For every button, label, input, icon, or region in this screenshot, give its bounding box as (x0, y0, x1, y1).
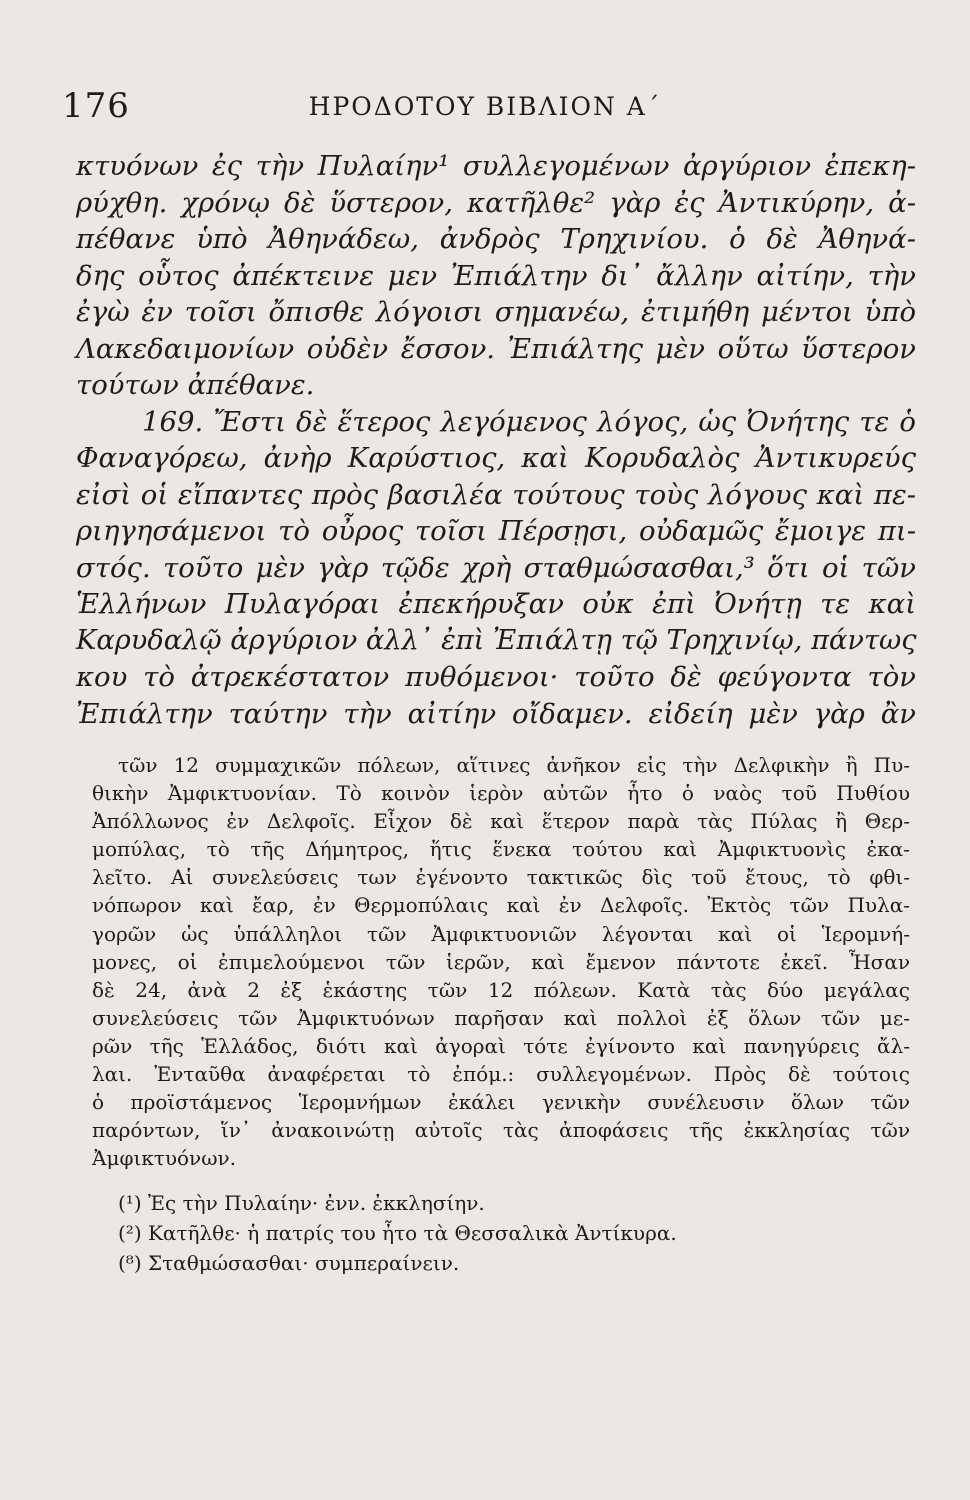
text-line: πέθανε ὑπὸ Ἀθηνάδεω, ἀνδρὸς Τρηχινίου. ὁ δὲ Ἀθηνά- (76, 223, 916, 255)
text-line: 169. Ἔστι δὲ ἕτερος λεγόμενος λόγος, ὡς Ὀνήτης τε ὁ (142, 405, 916, 438)
commentary-line: συνελεύσεις τῶν Ἀμφικτυόνων παρῆσαν καὶ πολλοὶ ἐξ ὅλων τῶν με- (92, 1005, 910, 1030)
text-line: Ἐπιάλτην ταύτην τὴν αἰτίην οἴδαμεν. εἰδείη μὲν γὰρ ἂν (76, 697, 916, 730)
footnote: (⁸) Σταθμώσασθαι· συμπεραίνειν. (118, 1251, 460, 1275)
text-line: δης οὗτος ἀπέκτεινε μεν Ἐπιάλτην δι᾽ ἄλλην αἰτίην, τὴν (76, 259, 916, 292)
commentary-line: μοπύλας, τὸ τῆς Δήμητρος, ἥτις ἕνεκα τούτου καὶ Ἀμφικτυονὶς ἐκα- (92, 837, 910, 862)
commentary-line: ὁ προϊστάμενος Ἱερομνήμων ἐκάλει γενικὴν συνέλευσιν ὅλων τῶν (92, 1090, 910, 1115)
footnote: (²) Κατῆλθε· ἡ πατρίς του ἦτο τὰ Θεσσαλικὰ Ἀντίκυρα. (118, 1221, 677, 1245)
commentary-line: νόπωρον καὶ ἔαρ, ἐν Θερμοπύλαις καὶ ἐν Δελφοῖς. Ἐκτὸς τῶν Πυλα- (92, 893, 910, 918)
page-number: 176 (62, 86, 130, 126)
commentary-line: λεῖτο. Αἱ συνελεύσεις των ἐγένοντο τακτικῶς δὶς τοῦ ἔτους, τὸ φθι- (92, 865, 910, 890)
commentary-line: λαι. Ἐνταῦθα ἀναφέρεται τὸ ἐπόμ.: συλλεγομένων. Πρὸς δὲ τούτοις (92, 1062, 910, 1087)
text-line: Καρυδαλῷ ἀργύριον ἀλλ᾽ ἐπὶ Ἐπιάλτῃ τῷ Τρηχινίῳ, πάντως (76, 624, 917, 656)
commentary-line: μονες, οἱ ἐπιμελούμενοι τῶν ἱερῶν, καὶ ἔμενον πάντοτε ἐκεῖ. Ἦσαν (92, 949, 910, 974)
running-title: ΗΡΟΔΟΤΟΥ ΒΙΒΛΙΟΝ Α΄ (308, 92, 662, 121)
commentary-line: ρῶν τῆς Ἑλλάδος, διότι καὶ ἀγοραὶ τότε ἐγίνοντο καὶ πανηγύρεις ἄλ- (92, 1033, 910, 1058)
commentary-line: δὲ 24, ἀνὰ 2 ἐξ ἑκάστης τῶν 12 πόλεων. Κατὰ τὰς δύο μεγάλας (92, 977, 910, 1002)
text-line: τούτων ἀπέθανε. (76, 369, 315, 401)
main-text (76, 148, 916, 732)
commentary-line: Ἀμφικτυόνων. (92, 1146, 237, 1171)
footnote: (¹) Ἐς τὴν Πυλαίην· ἐνν. ἐκκλησίην. (118, 1191, 485, 1215)
commentary-line: γορῶν ὡς ὑπάλληλοι τῶν Ἀμφικτυονιῶν λέγονται καὶ οἱ Ἱερομνή- (92, 921, 910, 946)
commentary-line: Ἀπόλλωνος ἐν Δελφοῖς. Εἶχον δὲ καὶ ἕτερον παρὰ τὰς Πύλας ἢ Θερ- (92, 809, 910, 834)
text-line: Ἑλλήνων Πυλαγόραι ἐπεκήρυξαν οὐκ ἐπὶ Ὀνήτῃ τε καὶ (76, 588, 916, 620)
text-line: ριηγησάμενοι τὸ οὖρος τοῖσι Πέρσῃσι, οὐδαμῶς ἔμοιγε πι- (76, 515, 916, 547)
commentary-line: θικὴν Ἀμφικτυονίαν. Τὸ κοινὸν ἱερὸν αὐτῶν ἦτο ὁ ναὸς τοῦ Πυθίου (92, 781, 910, 806)
text-line: ἐγὼ ἐν τοῖσι ὄπισθε λόγοισι σημανέω, ἐτιμήθη μέντοι ὑπὸ (76, 296, 916, 328)
commentary (92, 751, 910, 1172)
commentary-line: παρόντων, ἵν᾽ ἀνακοινώτῃ αὐτοῖς τὰς ἀποφάσεις τῆς ἐκκλησίας τῶν (92, 1118, 910, 1143)
footnotes (118, 1188, 818, 1278)
text-line: κου τὸ ἀτρεκέστατον πυθόμενοι· τοῦτο δὲ φεύγοντα τὸν (76, 661, 916, 693)
text-line: ρύχθη. χρόνῳ δὲ ὕστερον, κατῆλθε² γὰρ ἐς Ἀντικύρην, ἀ- (76, 186, 916, 219)
commentary-line: τῶν 12 συμμαχικῶν πόλεων, αἵτινες ἀνῆκον εἰς τὴν Δελφικὴν ἢ Πυ- (118, 753, 910, 777)
text-line: εἰσὶ οἱ εἴπαντες πρὸς βασιλέα τούτους τοὺς λόγους καὶ πε- (76, 478, 916, 511)
text-line: στός. τοῦτο μὲν γὰρ τῷδε χρὴ σταθμώσασθαι,³ ὅτι οἱ τῶν (76, 551, 916, 584)
text-line: κτυόνων ἐς τὴν Πυλαίην¹ συλλεγομένων ἀργύριον ἐπεκη- (76, 150, 916, 182)
text-line: Λακεδαιμονίων οὐδὲν ἔσσον. Ἐπιάλτης μὲν οὕτω ὕστερον (76, 332, 916, 365)
text-line: Φαναγόρεω, ἀνὴρ Καρύστιος, καὶ Κορυδαλὸς Ἀντικυρεύς (76, 442, 916, 474)
